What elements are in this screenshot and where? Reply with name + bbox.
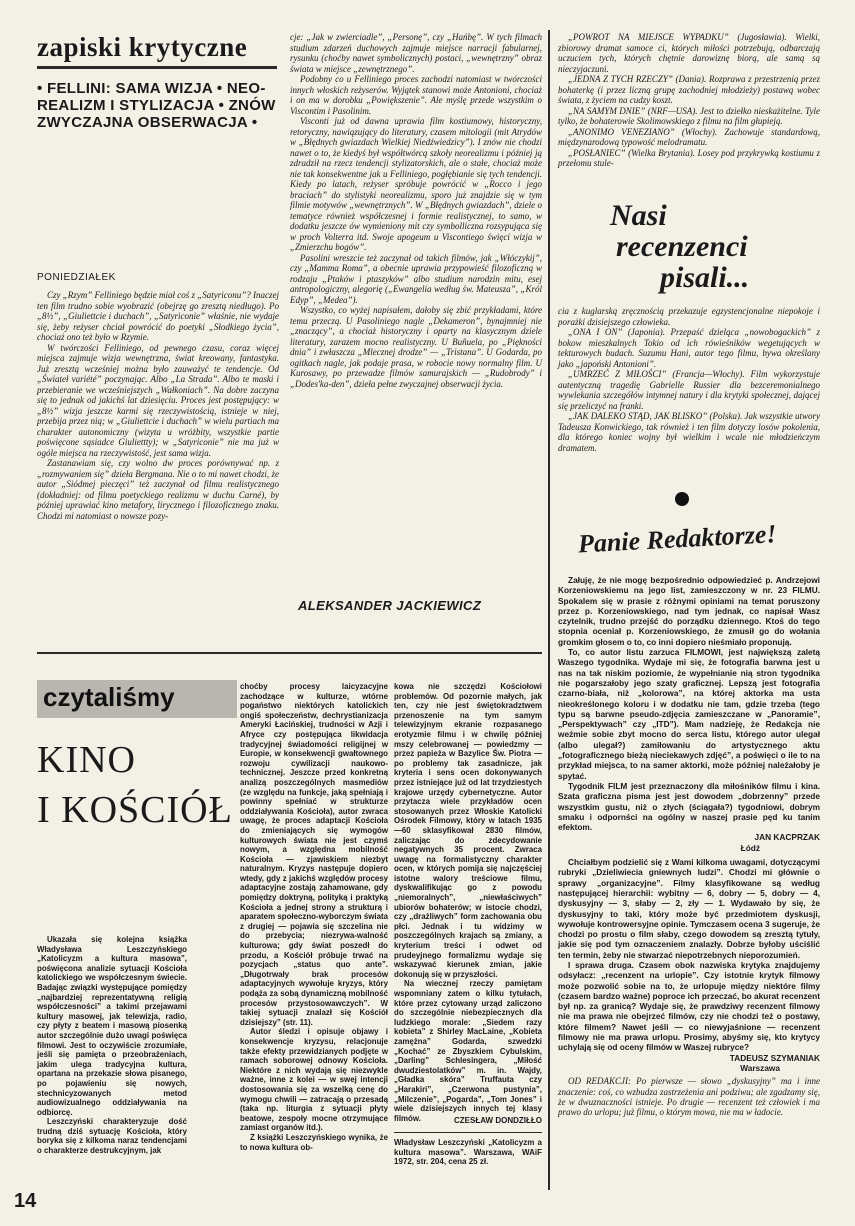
letter2-signature: TADEUSZ SZYMANIAK (729, 1052, 820, 1063)
letter-paragraph: I sprawa druga. Czasem obok nazwiska krytyka znajdujemy odsyłacz: „recenzent na urlopie”. Czy istotnie krytyk filmowy może pozwolić sobie na to, że urlopuje między niektóre filmy (czasem bardzo ważne) poproce ich przeczać, bo akurat recenzent był np. za granicą? Wydaje się, że prawdziwy recenzent filmowy nie ma prawa nie obejrzeć filmów, czy nie chodzi też o postawy, które filmem? Nawet jeśli — co niewyjaśnione — recenzent filmowy nie ma prawa urlopu. Prosimy, abyśmy się, kto krytycy uchylają się od oceny filmów w Waszej rubryce? (558, 959, 820, 1053)
bullet-dot (675, 492, 689, 506)
letter-paragraph: Chciałbym podzielić się z Wami kilkoma uwagami, dotyczącymi rubryki „Dzieliwiecia gniewnych ludzi”. Chodzi mi głównie o sprawy „organizacyjne”. Filmy klasyfikowane są według następującej hierarchii: wybitny — 6, dobry — 5, dobry — 4, dyskusyjny — 3, słaby — 2, zły — 1. Wydawało by się, że dyskusyjny to taki, który może być przedmiotem dyskusji, wywołuje kontrowersyjne opinie. Tymczasem ocena 3 sugeruje, że chodzi po prostu o film słaby, czego dowodem są zresztą tytuły, jakie się pod tym oznaczeniem znalazły. Dobrze byłoby uściślić ten termin, żeby nie stwarzać niepotrzebnych nieporozumień. (558, 857, 820, 960)
fellini-paragraph: Czy „Rzym” Felliniego będzie miał coś z „Satyriconu”? Inaczej ten film trudno sobie wyobrazić (obejrzę go zresztą niedługo). Po „8½”, „Giuliettcie i duchach”, „Satyriconie” właśnie, nie wydaje się, żeby reżyser chciał powrócić do poetyki „Słodkiego życia”, chociaż ono też było w Rzymie. (37, 290, 279, 342)
czytalismy-paragraph: Na wiecznej rzeczy pamiętam wspomniany zatem o kilku tytułach, które przez cytowany urząd zaliczono do szczególnie niebezpiecznych dla ludzkiego morale: „Siedem razy kobieta” z Shirley MacLaine, „Kobieta zamężna” Godarda, szwedzki „Kochać” ze Zbyszkiem Cybulskim, „Darling” Schlesingera, „Miłość dwudziestolatków” m. in. Wajdy, „Gładka skóra” Truffauta czy „Harakiri”, „Czerwona pustynia”, „Milczenie”, „Pogarda”, „Tom Jones” i wiele dzisiejszych innych tej klasy filmów. (394, 979, 542, 1123)
page-number (14, 1190, 54, 1214)
pania-redaktorze-title (577, 513, 829, 566)
czytalismy-paragraph: kowa nie szczędzi Kościołowi problemów. Od pozornie małych, jak ten, czy nie jest świętokradztwem przenoszenie na tym samym telewizyjnym ekranie rozpasanego erotyzmie filmu i w chwilę później mszy celebrowanej — powiedzmy — przez papieża w Bazylice Św. Piotra — po problemy tak zasadnicze, jak kryteria i sens ocen dokonywanych przez istniejące już od lat trzydziestych krajowe urzędy cybernetyczne. Autor przytacza wiele przykładów ocen stosowanych przez Włoskie Katolicki Ośrodek Filmowy, który w latach 1935—60 sklasyfikował 2830 filmów, zaliczając do zdecydowanie negatywnych 35 procent. Zwraca uwagę na formalistyczny charakter ocen, w których pomija się najczęściej istotne walory treściowe filmu, dyskwalifikując go z powodu „niemoralnych”, „niewłaściwych” ubiorów bohaterów; w istocie chodzi, czy „drażliwych” form zachowania obu płci. Jednak i tu widzimy w poszczególnych krajach są zmiany, a kryterium treści i odwet od prudeyjnego formalizmu wydaje się wskazywać kierunek zmian, jakie dokonują się w przyszłości. (394, 682, 542, 979)
day-label (37, 272, 237, 286)
nasi-recenzenci-body (558, 306, 820, 484)
fellini-paragraph: Visconti już od dawna uprawia film kostiumowy, historyczny, retoryczny, nawiązujący do literatury, czasem mitologii (mit Atrydów w „Błędnych gwiazdach Wielkiej Niedźwiedzicy”). I znów nie chodzi nawet o to, że kiedyś był współtwórcą szkoły neorealizmu i później ją zdradził na rzecz tendencji stylizatorskich, ale o stałe, chociaż może nie tak konsekwentne jak u Felliniego, pogłębianie się tych tendencji. Kiedy po latach, reżyser spróbuje powrócić w „Rocco i jego braciach” do stylistyki neorealizmu, sporo już znajdzie się w tym filmie motywów „wewnętrznych”. W „Błędnych gwiazdach”, dziele o tematyce również współczesnej i formie realistycznej, to samo, w dodatku jeszcze ów wymieniony mit czy symbolliczna rozsypująca się w proch Volterra itd. Swoje apogeum u Viscontiego święci wizja w „Zmierzchu bogów”. (290, 116, 542, 252)
author-name (298, 598, 528, 616)
review-item: „UMRZEĆ Z MIŁOŚCI” (Francja—Włochy). Film wykorzystuje autentyczną tragedię Gabrielle Russier dla bezceremonialnego wywlekania szczegółów intymnej natury i dla krytyki społecznej, dającej się przeliczyć na franki. (558, 369, 820, 411)
fellini-paragraph: W twórczości Felliniego, od pewnego czasu, coraz więcej miejsca zajmuje wizja wewnętrzna, świat kreowany, fantastyka. Już zresztą wcześniej można było zauważyć te tendencje. Od „Świateł variété” poczynając. Albo „La Strada”. Albo te maski i przebieranie we wcześniejszych „Wałkoniach”. Na dobre zaczyna się to jednak od jakichś lat dziesięciu. Proces jest postępujący: w „8½” wizja jeszcze karmi się rzeczywistością, istnieje w niej, przebija przez nią; w „Giuliettcie i duchach” w wielu partiach ma charakter autonomiczny (wizyta u wróżbity, wszystkie partie poświęcone sąsiadce Giuliettty); w „Satyriconie” nie ma już w ogóle miejsca na rzeczywistość, jest sama wizja. (37, 342, 279, 458)
czytalismy-paragraph: choćby procesy laicyzacyjne zachodzące w kulturze, wtórne pogaństwo niektórych katolickich ongiś społeczeństw, dechrystianizacja Ameryki Łacińskiej, trudności w Azji i Afryce czy postępująca likwidacja tradycyjnej świadomości religijnej w Europie, w konsekwencji gwałtownego rozwoju cywilizacji naukowo-technicznej. Jeszcze przed konkretną analizą poszczególnych masmediów (ze względu na funkcje, jaką spełniają i powinny spełniać w strukturze oddziaływania Kościoła), autor zwraca uwagę, że proces adaptacji Kościoła do zmieniających się wymogów kulturowych świata nie jest czymś nowym, a względna mobilność Kościoła — zjawiskiem niezbyt naturalnym. Kryzys następuje dopiero wtedy, gdy z jakichś względów procesy adaptacyjne zostają zahamowane, gdy pomiędzy doktryną, polityką i praktyką Kościoła a jednej strony a strukturą i aparatem społeczno-wyborczym świata z drugiej — pojawia się szczelina nie do przebycia; niezrywa-walność kulturowa; gdy świat poszedł do przodu, a Kościół próbuje trwać na pozycjach „status quo ante”. „Długotrwały brak procesów adaptacyjnych wywołuje kryzys, który podąża za sobą dynamiczną mobilność procesów przystosowawczych”. W takiej sytuacji znalazł się Kościół dzisiejszy” (str. 11). (240, 682, 388, 1027)
review-item: „POWROT NA MIEJSCE WYPADKU” (Jugosławia). Wielki, zbiorowy dramat samoce ci, których miłości potrzebują, odbarczają uczuciem tych, których chętnie darowiznę biorą, ale samą są nieczyjaczuni. (558, 32, 820, 74)
fellini-col1 (37, 290, 279, 640)
author-name-text: ALEKSANDER JACKIEWICZ (298, 598, 482, 613)
review-item: „POSŁANIEC” (Wielka Brytania). Losey pod przykrywką kostiumu z przełomu stule- (558, 147, 820, 168)
letter1-signature: JAN KACPRZAK (754, 832, 820, 843)
section-divider (37, 652, 542, 654)
fellini-paragraph: Podobny co u Felliniego proces zachodzi natomiast w twórczości innych włoskich reżyserów. Wyjątek stanowi może Antonioni, chociaż i on ma w dorobku „Powiększenie”. Ale myślę przede wszystkim o Viscontim i Pasolinim. (290, 74, 542, 116)
nasi-recenzenci-title (600, 200, 820, 300)
czytalismy-paragraph: Z książki Leszczyńskiego wynika, że to nowa kultura ob- (240, 1132, 388, 1152)
bibliography-text: Władysław Leszczyński „Katolicyzm a kultura masowa”. Warszawa, WAiF 1972, str. 204, cena 25 zł. (394, 1138, 542, 1167)
section-title-text: zapiski krytyczne (37, 32, 248, 62)
subheadline (37, 80, 277, 142)
letter-paragraph: To, co autor listu zarzuca FILMOWI, jest największą zaletą Waszego tygodnika. Wydaje mi się, że fotografia barwna jest u nas na tak niskim poziomie, że wypełnianie nią stron tygodnika nie pogarszałoby jego szaty graficznej. Lepszą jest fotografia czarno-biała, niż „kolorowa”, na której aktorka ma usta nieokreślonego koloru i w dodatku nie tam, gdzie trzeba (tego typu są barwne pseudo-zdjęcia zamieszczane w „Panoramie”, „Perspektywach” czy „ITD”). Mam nadzieję, że Redakcja nie weźmie sobie zbyt mocno do serca listu, którego autor ulegał (albo ulegał?) zamiłowaniu do artystycznego aktu „fotograficznego bieżą nieciekawych zdjęć”, a poświęci o ile to na przykład miejsca, to na samer aktorki, może później należałoby je spytać. (558, 647, 820, 781)
pania-title-text: Panie Redaktorze! (577, 519, 778, 559)
czytalismy-paragraph: Ukazała się kolejna książka Władysława Leszczyńskiego „Katolicyzm a kultura masowa”, poświęcona analizie sytuacji Kościoła katolickiego we współczesnym świecie. Badając związki występujące pomiędzy „najbardziej reprezentatywną religią współczesności” a takimi przejawami kultury masowej, jak telewizja, radio, czy płyty z beatem i masową piosenką autor szczególnie dużo uwagi poświęca filmowi. Jest to oczywiście zrozumiałe, jeśli się pamięta o przeobrażeniach, jakim ulega tradycyjna kultura, opartana na przekazie słowa pisanego, po pojawieniu się nowych, stechnicyzowanych metod audiowizualnego oddziaływania na odbiorcę. (37, 935, 187, 1117)
czytalismy-col2 (240, 682, 388, 1190)
letter-paragraph: Tygodnik FILM jest przeznaczony dla miłośników filmu i kina. Szata graficzna pisma jest jest dowodem „dobrzenny” przede wszystkim gustu, niż o złych (ściągała?) tygodniowi, dobrym smaku i odpornści na ogólny w naszej prasie pęd ku tanim efektom. (558, 780, 820, 833)
page-number-text: 14 (14, 1190, 37, 1212)
czytalismy-banner (37, 680, 237, 718)
review-item: „ONA I ON” (Japonia). Przepaść dzieląca „nowobogackich” z bokow mieszkalnych Tokio od ich rówieśników wegetujących w tekturowych budach. Suzumu Hani, autor tego filmu, bywa określany jako „japoński Antonioni”. (558, 327, 820, 369)
letters-column (558, 575, 820, 1200)
subheadline-text: • FELLINI: SAMA WIZJA • NEO-REALIZM I STYLIZACJA • ZNÓW ZWYCZAJNA OBSERWACJA • (37, 80, 276, 131)
fellini-paragraph: cje: „Jak w zwierciadle”, „Personę”, czy „Hańbę”. W tych filmach studium zdarzeń duchowych zajmuje miejsce narracji fabularnej, rysunku (choćby nawet symbolicznych) postaci, „wewnętrzny” obraz świata w miejsce „zewnętrznego”. (290, 32, 542, 74)
day-label-text: PONIEDZIAŁEK (37, 272, 116, 283)
czytalismy-paragraph: Autor śledzi i opisuje objawy i konsekwencje kryzysu, relacjonuje także efekty przewidzianych podjęte w ramach soborowej odnowy Kościoła. Niektóre z nich wydają się niezwykle ważne, inne z kolei — w swej intencji dostosowania się za wszelką cenę do wymogu chwili — zatracają o przesadą (taka np. liturgia z sytuacji płyty beatowe, zespoły mocne otrzymujące zamiast organów itd.). (240, 1027, 388, 1133)
column-divider (548, 30, 550, 1190)
review-item: „ANONIMO VENEZIANO” (Włochy). Zachowuje standardową, międzynarodową typowość melodramatu. (558, 126, 820, 147)
fellini-paragraph: Pasolini wreszcie też zaczynał od takich filmów, jak „Włóczykij”, czy „Mamma Roma”, a obecnie uprawia przypowieść filozoficzną w rodzaju „Ptaków i ptaszyków” albo studium narodzin mitu, esej antropologiczny, alegorię („Ewangelia według św. Mateusza”, „Król Edyp”, „Medea”). (290, 252, 542, 305)
letter1-city: Łódź (740, 842, 760, 853)
fellini-col2 (290, 32, 542, 570)
review-item: „NA SAMYM DNIE” (NRF—USA). Jest to dziełko nieskażitelne. Tyle tylko, że bohaterowie Skolimowskiego z filmu na film głupieją. (558, 105, 820, 126)
redakcja-reply: OD REDAKCJI: Po pierwsze — słowo „dyskusyjny” ma i inne znaczenie: coś, co wzbudza zastrzeżenia ani podziwu; ale zgadzamy się, że w dwuznaczności istnieje. Po drugie — recenzent też człowiek i ma prawo do urlopu; już filmu, o którym mowa, nie ma w ładocie. (558, 1076, 820, 1118)
czytalismy-paragraph: Leszczyński charakteryzuje dość trudną dziś sytuację Kościoła, który boryka się z kilkoma naraz tendencjami o charakterze destrukcyjnym, jak (37, 1117, 187, 1156)
nasi-title-line2: recenzenci (616, 230, 748, 263)
title-underline (37, 66, 277, 69)
fellini-paragraph: Zastanawiam się, czy wolno dw proces porównywać np. z „rozmywaniem się” dzieła Bergmana. Nie o to mi nawet chodzi, że autor „Siódmej pieczęci” też zaczynał od filmu realistycznego (dokładniej: od filmu poetyckiego realizmu w duchu Carné), by później uprawiać kino metafory, lirycznego i filozoficznego znaku. Chodzi mi natomiast o nowsze pozy- (37, 458, 279, 521)
czytalismy-signature (394, 1116, 542, 1128)
review-item: cia z kuglarską zręcznością przekazuje egzystencjonalne niepokoje i porażki dzisiejszego człowieka. (558, 306, 820, 327)
czytalismy-col1 (37, 935, 187, 1190)
kino-title (37, 735, 237, 845)
czytalismy-banner-text: czytaliśmy (43, 682, 175, 712)
review-item: „JAK DALEKO STĄD, JAK BLISKO” (Polska). Jak wszystkie utwory Tadeusza Konwickiego, tak również i ten film dotyczy losów pokolenia, dla którego koniec wojny był wielkim i wcale nie młodzieńczym dramatem. (558, 411, 820, 453)
letter-paragraph: Załuję, że nie mogę bezpośrednio odpowiedzieć p. Andrzejowi Korzeniowskiemu na jego list, zamieszczony w nr. 23 FILMU. Spokalem się w prasie z różnymi opiniami na temat poruszony przez p. Korzeniowskiego, nad tym jednak, co napisał Wasz czytelnik, trudno przejść do porządku dziennego. Ktoś do tego stopnia oceniał p. Korzeniowskiego, że zmusił go do wołania gromkim głosem o to, co inni dopiero nieśmiało proponują. (558, 575, 820, 647)
czytalismy-signature-text: CZESŁAW DONDZIŁŁO (454, 1116, 542, 1125)
bibliography (394, 1138, 542, 1188)
fellini-paragraph: Wszystko, co wyżej napisałem, dałoby się zbić przykładami, które temu przeczą. U Pasoliniego nagle „Dekameron”, bynajmniej nie „znaczący”, a chociaż historyczny i oparty na klasycznym dziele literatury, zarazem mocno realistyczny. U Buñuela, po „Piękności dnia” i zwłaszcza „Mlecznej drodze” — „Tristana”. U Godarda, po ogitkach nagle, jak podaje prasa, w robocie nowy normalny film. U Kurosawy, po przewadze filmów samurajskich — „Rudobrody” i „Dodes'ka-den”, dzieła pełne zwyczajnej obserwacji życia. (290, 305, 542, 389)
nasi-title-line3: pisali... (660, 261, 750, 294)
review-item: „JEDNA Z TYCH RZECZY” (Dania). Rozprawa z przestrzenią przez bohaterkę (i przez liczną grupę zachodniej młodzieży) postawą wobec świata, z życiem na cudzy koszt. (558, 74, 820, 105)
kino-title-line2: I KOŚCIÓŁ (37, 789, 233, 831)
nasi-title-line1: Nasi (610, 199, 667, 232)
biblio-rule (394, 1132, 542, 1133)
letter2-city: Warszawa (740, 1062, 780, 1073)
section-title (37, 32, 277, 66)
kino-title-line1: KINO (37, 739, 136, 781)
reviews-top (558, 32, 820, 192)
